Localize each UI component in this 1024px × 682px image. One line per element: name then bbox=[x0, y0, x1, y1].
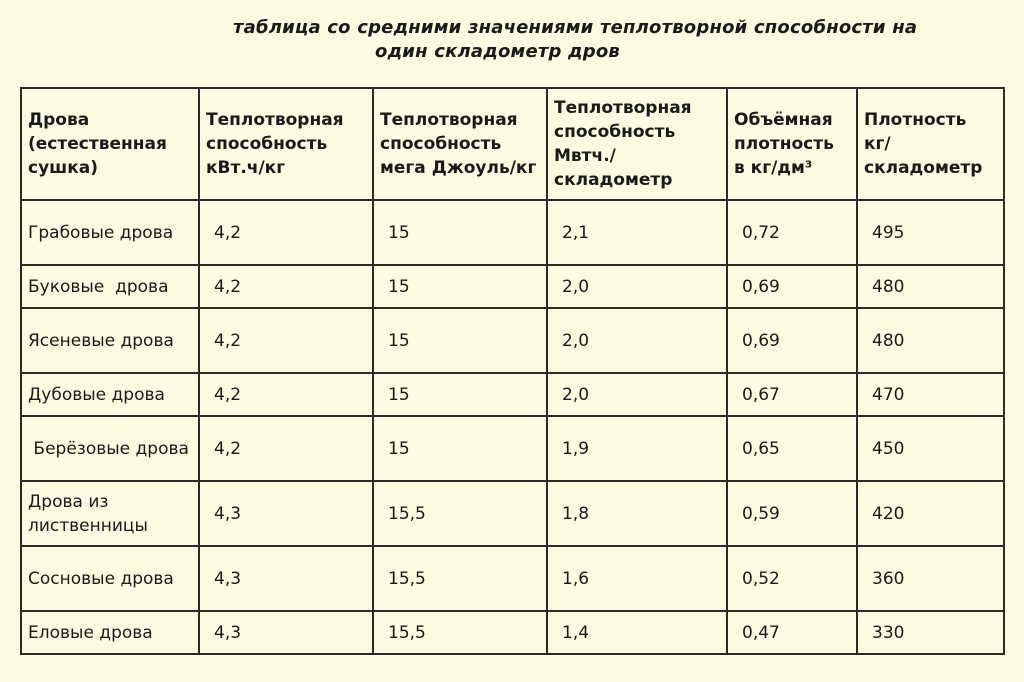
cell-heat-kwh: 4,3 bbox=[199, 611, 373, 654]
cell-volume-density: 0,59 bbox=[727, 481, 857, 546]
cell-volume-density: 0,65 bbox=[727, 416, 857, 481]
header-wood-type: Дрова (естественная сушка) bbox=[21, 88, 199, 200]
cell-wood-type: Ясеневые дрова bbox=[21, 308, 199, 373]
page-title-line-1: таблица со средними значениями теплотворной способности на bbox=[233, 17, 918, 38]
cell-volume-density: 0,67 bbox=[727, 373, 857, 416]
cell-heat-mj: 15 bbox=[373, 265, 547, 308]
table-row bbox=[21, 611, 1004, 654]
cell-density-stere: 330 bbox=[857, 611, 1004, 654]
cell-wood-type: Буковые дрова bbox=[21, 265, 199, 308]
cell-heat-mwh-stere: 1,8 bbox=[547, 481, 727, 546]
cell-heat-mwh-stere: 1,4 bbox=[547, 611, 727, 654]
cell-wood-type: Дубовые дрова bbox=[21, 373, 199, 416]
cell-density-stere: 480 bbox=[857, 265, 1004, 308]
table-row bbox=[21, 546, 1004, 611]
header-volume-density: Объёмная плотность в кг/дм³ bbox=[727, 88, 857, 200]
cell-density-stere: 480 bbox=[857, 308, 1004, 373]
cell-wood-type: Дрова из лиственницы bbox=[21, 481, 199, 546]
cell-wood-type: Еловые дрова bbox=[21, 611, 199, 654]
header-heat-mj: Теплотворная способность мега Джоуль/кг bbox=[373, 88, 547, 200]
cell-density-stere: 495 bbox=[857, 200, 1004, 265]
cell-heat-kwh: 4,3 bbox=[199, 546, 373, 611]
header-density-stere: Плотность кг/ складометр bbox=[857, 88, 1004, 200]
table-row bbox=[21, 416, 1004, 481]
cell-volume-density: 0,72 bbox=[727, 200, 857, 265]
cell-heat-mj: 15,5 bbox=[373, 611, 547, 654]
cell-heat-kwh: 4,2 bbox=[199, 265, 373, 308]
cell-heat-mwh-stere: 2,0 bbox=[547, 308, 727, 373]
cell-wood-type: Сосновые дрова bbox=[21, 546, 199, 611]
cell-wood-type: Берёзовые дрова bbox=[21, 416, 199, 481]
cell-heat-mj: 15 bbox=[373, 373, 547, 416]
cell-heat-mj: 15 bbox=[373, 416, 547, 481]
cell-density-stere: 450 bbox=[857, 416, 1004, 481]
cell-volume-density: 0,47 bbox=[727, 611, 857, 654]
table-header-row bbox=[21, 88, 1004, 200]
cell-density-stere: 420 bbox=[857, 481, 1004, 546]
header-heat-mwh-stere: Теплотворная способность Мвтч./ складометр bbox=[547, 88, 727, 200]
cell-volume-density: 0,52 bbox=[727, 546, 857, 611]
cell-heat-kwh: 4,3 bbox=[199, 481, 373, 546]
header-heat-kwh: Теплотворная способность кВт.ч/кг bbox=[199, 88, 373, 200]
cell-heat-kwh: 4,2 bbox=[199, 308, 373, 373]
cell-heat-mj: 15 bbox=[373, 308, 547, 373]
cell-heat-mwh-stere: 1,6 bbox=[547, 546, 727, 611]
firewood-table bbox=[20, 87, 1005, 655]
cell-heat-mwh-stere: 2,0 bbox=[547, 373, 727, 416]
cell-heat-kwh: 4,2 bbox=[199, 416, 373, 481]
table-row bbox=[21, 481, 1004, 546]
page-title-line-2: один складометр дров bbox=[375, 41, 621, 62]
cell-heat-kwh: 4,2 bbox=[199, 373, 373, 416]
cell-volume-density: 0,69 bbox=[727, 308, 857, 373]
cell-heat-mj: 15,5 bbox=[373, 546, 547, 611]
cell-heat-mj: 15 bbox=[373, 200, 547, 265]
table-row bbox=[21, 373, 1004, 416]
cell-heat-mwh-stere: 2,1 bbox=[547, 200, 727, 265]
cell-density-stere: 360 bbox=[857, 546, 1004, 611]
cell-heat-mj: 15,5 bbox=[373, 481, 547, 546]
cell-wood-type: Грабовые дрова bbox=[21, 200, 199, 265]
cell-volume-density: 0,69 bbox=[727, 265, 857, 308]
table-row bbox=[21, 265, 1004, 308]
cell-heat-mwh-stere: 2,0 bbox=[547, 265, 727, 308]
cell-heat-kwh: 4,2 bbox=[199, 200, 373, 265]
cell-density-stere: 470 bbox=[857, 373, 1004, 416]
table-row bbox=[21, 200, 1004, 265]
table-row bbox=[21, 308, 1004, 373]
cell-heat-mwh-stere: 1,9 bbox=[547, 416, 727, 481]
page-title bbox=[0, 16, 1024, 64]
